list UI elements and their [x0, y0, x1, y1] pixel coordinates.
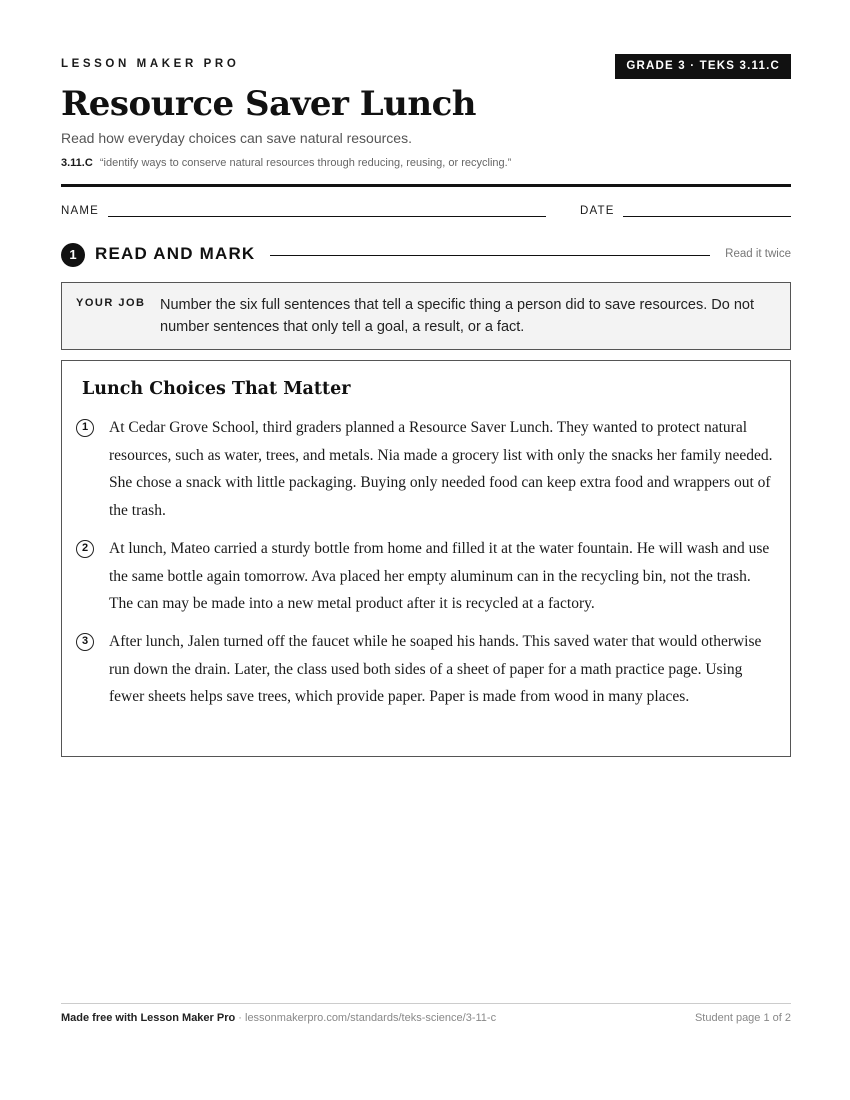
paragraph-number-badge: 2 — [76, 540, 94, 558]
reading-passage-box — [61, 360, 791, 757]
header-divider — [61, 184, 791, 187]
page-title: Resource Saver Lunch — [61, 84, 476, 124]
footer-made-with: Made free with Lesson Maker Pro — [61, 1012, 236, 1024]
paragraph-number-badge: 3 — [76, 633, 94, 651]
name-label: NAME — [61, 205, 100, 217]
standard-text: “identify ways to conserve natural resources through reducing, reusing, or recycling.” — [99, 157, 512, 169]
paragraph-text[interactable]: At Cedar Grove School, third graders planned a Resource Saver Lunch. They wanted to protect natural resources, such as water, trees, and metals. Nia made a grocery list with only the snacks her family needed. She chose a snack with little packaging. Buying only needed food can keep extra food and wrappers out of the trash. — [109, 419, 773, 519]
section-number-badge: 1 — [61, 243, 85, 267]
section-divider — [270, 255, 710, 256]
section-hint: Read it twice — [725, 248, 791, 260]
page-subtitle: Read how everyday choices can save natural resources. — [61, 130, 412, 146]
footer-url-link[interactable]: lessonmakerpro.com/standards/teks-science/3-11-c — [245, 1012, 497, 1024]
grade-badge: GRADE 3 · TEKS 3.11.C — [615, 54, 791, 79]
paragraph-number-badge: 1 — [76, 419, 94, 437]
standard-line — [61, 157, 511, 169]
paragraph-text[interactable]: After lunch, Jalen turned off the faucet while he soaped his hands. This saved water that would otherwise run down the drain. Later, the class used both sides of a sheet of paper for a math practice page. Using fewer sheets helps save trees, which provide paper. Paper is made from wood in many places. — [109, 633, 762, 706]
name-field[interactable] — [108, 216, 546, 217]
date-label: DATE — [580, 205, 615, 217]
footer-credit — [61, 1012, 496, 1024]
instructions-text: Number the six full sentences that tell a specific thing a person did to save resources. Do not number sentences that only tell a goal, a result, or a fact. — [160, 297, 755, 335]
standard-code: 3.11.C — [61, 157, 93, 169]
footer-page-label: Student page 1 of 2 — [694, 1012, 791, 1024]
date-field[interactable] — [623, 216, 791, 217]
paragraph-text[interactable]: At lunch, Mateo carried a sturdy bottle from home and filled it at the water fountain. He will wash and use the same bottle again tomorrow. Ava placed her empty aluminum can in the recycling bin, not the trash. The can may be made into a new metal product after it is recycled at a factory. — [109, 540, 770, 613]
instructions-box — [61, 282, 791, 350]
footer-divider — [61, 1003, 791, 1004]
worksheet-page — [61, 0, 791, 1100]
section-title: READ AND MARK — [95, 244, 256, 263]
passage-title: Lunch Choices That Matter — [82, 379, 351, 399]
instructions-label: YOUR JOB — [76, 297, 146, 309]
brand-name: LESSON MAKER PRO — [61, 58, 240, 70]
footer-separator: · — [235, 1012, 245, 1024]
